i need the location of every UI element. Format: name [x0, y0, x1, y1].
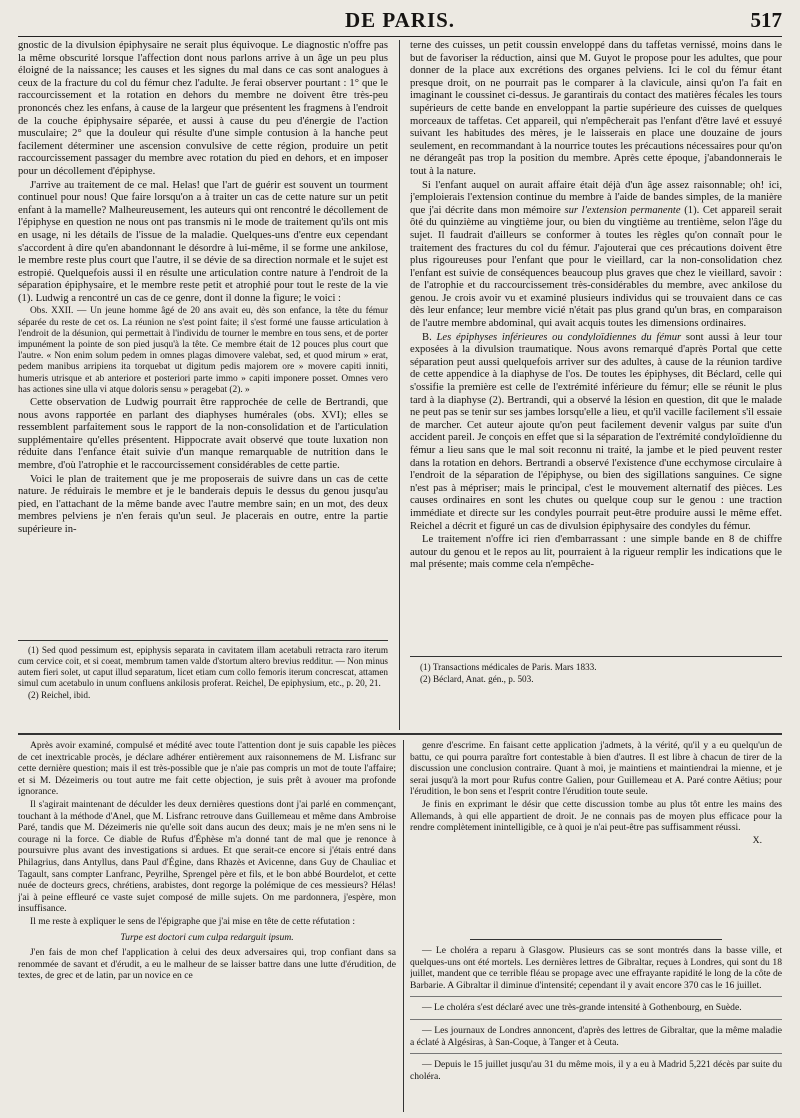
lower-column-divider: [403, 740, 404, 1112]
news-item: [410, 1059, 782, 1087]
section-b-label: B.: [422, 331, 432, 343]
epigraph: Turpe est doctori cum culpa redarguit ipsum.: [120, 931, 294, 943]
signature: X.: [752, 834, 762, 846]
right-column: [410, 40, 782, 652]
news-item: [410, 1025, 782, 1054]
right-paragraph-2: [410, 180, 782, 331]
left-paragraph-2: J'arrive au traitement de ce mal. Helas! que l'art de guérir est souvent un tourment continuel pour nous! Que faire lorsqu'on a à traiter un cas de cette nature sur un petit enfant à la mamelle? Malheureusement, les auteurs qui ont rencontré le décollement de l'épiphyse en question ne nous ont pas transmis ni le mode de traitement qu'ils ont mis en usage, ni les détails de l'issue de la maladie. Quelques-uns d'entre eux cependant s'accordent à dire qu'en abandonnant le désordre à lui-même, il se forme une ankilose, le membre reste plus court que l'autre, il se dévie de sa direction normale et le sujet est estropié. Quelquefois aussi il en résulte une articulation contre nature à l'endroit de la séparation épiphysaire, et le membre reste petit et atrophié pour tout le reste de la vie (1). Ludwig a rencontré un cas de ce genre, dont il donne la figure; le voici :: [18, 179, 388, 304]
left-footnote-rule: [18, 640, 388, 641]
news-item: [410, 1002, 782, 1020]
news-item-text: — Depuis le 15 juillet jusqu'au 31 du même mois, il y a eu à Madrid 5,221 décès par suite du choléra.: [410, 1059, 782, 1082]
left-footnote-1: (1) Sed quod pessimum est, epiphysis separata in cavitatem illam acetabuli retracta raro iterum cum cervice coit, et si coeat, membrum tamen valde d'stortum altero brevius redditur. — Non minus autem fieri solet, ut caput illud separatum, licet etiam cum collo femoris iterum concrescat, attamen simul cum acetabulo in unum confluens ankilosis proferat. Reichel, De epiphysium, etc., p. 20, 21.: [18, 645, 388, 688]
page-number: 517: [750, 8, 782, 32]
masthead-title: DE PARIS.: [344, 8, 456, 32]
lower-right-column: [410, 740, 782, 920]
news-item-text: — Les journaux de Londres annoncent, d'après des lettres de Gibraltar, que la même maladie a éclaté à Algésiras, à San-Coque, à Tanger et à Ceuta.: [410, 1024, 782, 1048]
left-paragraph-3: Cette observation de Ludwig pourrait être rapprochée de celle de Bertrandi, que nous avons rapportée en parlant des diaphyses humérales (obs. XVI); elles se ressemblent parfaitement sous le rapport de la non-consolidation et de l'articulation supplémentaire qu'elles présentent. Hippocrate avait observé que toute luxation non réduite dans l'enfance était suivie d'un manque remarquable de nutrition dans le membre, d'où l'atrophie et le raccourcissement considérables de cette partie.: [18, 397, 388, 472]
news-item-text: — Le choléra s'est déclaré avec une très-grande intensité à Gothenbourg, en Suède.: [422, 1002, 742, 1014]
lower-right-paragraph-2: Je finis en exprimant le désir que cette discussion tombe au plus tôt entre les mains des Allemands, à qui elle appartient de droit. Je ne connais pas de moyen plus efficace pour la rendre complètement inintelligible, ce à quoi je n'ai peut-être pas suffisamment réussi.: [410, 798, 782, 834]
right-paragraph-2-cont: (1). Cet appareil serait ôté du quinzième au vingtième jour, ou bien du vingtième au trentième, selon l'âge du sujet. Il faudrait d'ailleurs se conformer à toutes les règles qu'on connaît pour le traitement des fractures du col du fémur. J'ajouterai que ces précautions doivent être plus rigoureuses pour l'enfant que pour le vieillard, car la non-consolidation chez l'enfant est suivie de conséquences beaucoup plus graves que chez le vieillard, savoir : de l'atrophie et du raccourcissement très-considérables du membre, avec ankilose du genou. Je crois avoir vu et examiné plusieurs individus qui se trouvaient dans ce cas dès leur enfance; leur membre vicié n'était pas plus grand qu'un bras, en comparaison de l'autre membre abdominal, qui avait acquis toutes les dimensions ordinaires.: [410, 204, 782, 330]
column-divider: [399, 40, 400, 730]
lower-left-paragraph-3: Il me reste à expliquer le sens de l'épigraphe que j'ai mise en tête de cette réfutation :: [30, 915, 355, 927]
news-rule: [470, 939, 722, 940]
right-footnotes: [410, 662, 782, 702]
right-paragraph-2-text: Si l'enfant auquel on aurait affaire était déjà d'un âge assez raisonnable; oh! ici, j'emploierais l'extension continue du membre à l'aide de bandes simples, de la manière que j'ai décrite dans mon mémoire: [410, 179, 782, 216]
section-rule: [18, 733, 782, 735]
news-item-text: — Le choléra a reparu à Glasgow. Plusieurs cas se sont montrés dans la basse ville, et quelques-uns ont été mortels. Les dernières lettres de Gibraltar, reçues à Londres, qui sont du 18 juillet, mandent que ce terrible fléau se propage avec une effrayante rapidité le long de la côte de Barbarie. A Gibraltar il diminue d'intensité; cependant il y avait encore 370 cas le 16 juillet.: [410, 945, 782, 991]
lower-left-paragraph-4: J'en fais de mon chef l'application à celui des deux adversaires qui, trop confiant dans sa renommée de savant et d'érudit, a eu le malheur de se laisser battre dans une lutte d'érudition, de textes, de grec et de latin, par un novice en ce: [18, 947, 396, 982]
left-footnote-2: (2) Reichel, ibid.: [28, 690, 91, 700]
lower-left-column: [18, 740, 396, 1112]
news-section: [410, 935, 782, 1113]
section-b-title: Les épiphyses inférieures ou condyloïdiennes du fémur: [436, 331, 682, 343]
right-footnote-2: (2) Béclard, Anat. gén., p. 503.: [420, 674, 534, 684]
memoir-title: sur l'extension permanente: [564, 204, 681, 216]
right-paragraph-1: terne des cuisses, un petit coussin enveloppé dans du taffetas vernissé, moins dans le but de favoriser la réduction, ainsi que M. Guyot le propose pour les adultes, que pour donner de la place aux excrétions des organes pelviens. Ici le col du fémur étant presque droit, on ne pourrait pas le comparer à la clavicule, ainsi qu'on l'a fait en imaginant le coussinet ci-dessus. Je garantirais du contact des matières fécales les tours supérieurs de cette bande en enveloppant la partie supérieure des cuisses de quelques morceaux de taffetas. Cet appareil, qui n'empêcherait pas l'enfant d'être lavé et essuyé suivant les habitudes des mères, je le laisserais en place une douzaine de jours seulement, en recommandant à la nourrice toutes les précautions nécessaires pour qu'on ne dérangeât pas trop la position du membre. Après cette époque, j'abandonnerais le tout à la nature.: [410, 40, 782, 177]
right-footnote-rule: [410, 656, 782, 657]
right-footnote-1: (1) Transactions médicales de Paris. Mars 1833.: [420, 662, 597, 672]
masthead: [18, 8, 782, 37]
lower-left-paragraph-1: Après avoir examiné, compulsé et médité avec toute l'attention dont je suis capable les pièces de cet inextricable procès, je déclare adhérer entièrement aux raisonnemens de M. Lisfranc sur cette dernière question; mais il est très-possible que je n'aie pas compris un mot de toute l'affaire; et si M. Dézeimeris ou tout autre me fait cette objection, je suis prêt à avouer ma profonde ignorance.: [18, 740, 396, 798]
lower-left-paragraph-2: Il s'agirait maintenant de déculder les deux dernières questions dont j'ai parlé en commençant, touchant à la méthode d'Anel, que M. Lisfranc retrouve dans Guillemeau et même dans Ambroise Paré, tandis que M. Dézeimeris nie qu'elle soit dans aucun des deux; mais je ne m'en sens ni le courage ni la force. Ce diable de Rufus d'Éphèse m'a donné tant de mal que je renonce à poursuivre plus avant des investigations si ardues. Et que serait-ce encore si j'étais entré dans Philagrius, dans Antyllus, dans Paul d'Égine, dans Rhazès et Avicenne, dans Guy de Chauliac et Tagault, sans compter Lanfranc, Peyrilhe, Sprengel père et fils, et le bon abbé Bourdelot, et cette nuée de docteurs grecs, chrétiens, arabistes, dont regorge la polémique de ces messieurs? Hélas! j'ai à peine effleuré ce vaste sujet composé de mille sujets. On me pardonnera, j'espère, mon insuffisance.: [18, 798, 396, 915]
left-footnotes: [18, 645, 388, 725]
lower-right-paragraph-1: genre d'escrime. En faisant cette application j'admets, à la vérité, qu'il y a eu quelqu'un de battu, ce qui pourra paraître fort contestable à bien d'autres. Il est libre à chacun de tirer de la discussion une conclusion contraire. Quant à moi, je maintiens et maintiendrai la mienne, et je serai jusqu'à la mort pour Rufus contre Galien, pour Guillemeau et A. Paré contre Aëtius; pour l'érudition, le bon sens et l'esprit contre l'érudition toute seule.: [410, 740, 782, 798]
section-b-text: sont aussi à leur tour exposées à la divulsion traumatique. Nous avons remarqué d'après Portal que cette séparation peut aussi quelquefois arriver sur des adultes, à cause de la réunion tardive de cette appendice à la diaphyse de l'os. De toutes les épiphyses, dit Béclard, celle qui s'ossifie la première est celle de l'extrémité inférieure du fémur; elle se réunit le plus tard à la diaphyse (2). Bertrandi, qui a observé la lésion en question, dit que le malade ne peut pas se tenir sur ses jambes lorsqu'elle a lieu, et qu'il vacille facilement s'il essaie de marcher. Cet auteur ajoute qu'on peut facilement devenir valgus par suite d'un accident pareil. Je conçois en effet que si la séparation de l'extrémité condyloïdienne du fémur a lieu sans que le mal soit reconnu ni traité, la jambe et le pied peuvent rester dans la rotation en dehors. Bertrandi a observé l'existence d'une ecchymose circulaire à l'endroit de la séparation de l'épiphyse, ou bien des sigillations sanguines. Ce signe n'est pas à mépriser; mais le principal, c'est le mouvement alternatif des pièces. Les causes ordinaires en sont les chutes ou quelque coup sur le genou : une traction immédiate et directe sur les condyles pourrait peut-être produire aussi le même effet. Reichel a décrit et figuré un cas de divulsion épiphysaire des condyles du fémur.: [410, 331, 782, 532]
left-paragraph-1: gnostic de la divulsion épiphysaire ne serait plus équivoque. Le diagnostic n'offre pas la même obscurité lorsque l'affection dont nous parlons arrive à un âge un peu plus éloigné de la naissance; les causes et les signes du mal dans ce cas sont analogues à ceux de la fracture du col du fémur chez l'adulte. Je ferai observer pourtant : 1° que le raccourcissement et la rotation en dehors du membre ne doivent être très-peu prononcés chez les enfans, à cause de la largeur que présentent les fragmens à l'endroit de la couche épiphysaire séparée, et aussi à cause du peu d'énergie de l'action musculaire; 2° que la douleur qui résulte d'une simple contusion à la hanche peut facilement déterminer une ascension convulsive de cette région, produire un petit raccourcissement passager du membre avec rotation du pied en dehors, et en imposer pour un décollement d'épiphyse.: [18, 40, 388, 177]
right-last-paragraph: Le traitement n'offre ici rien d'embarrassant : une simple bande en 8 de chiffre autour du genou et le repos au lit, pourraient à la rigueur remplir les indications que le mal présente; mais comme cela n'empêche-: [410, 534, 782, 571]
left-column: [18, 40, 388, 636]
left-paragraph-4: Voici le plan de traitement que je me proposerais de suivre dans un cas de cette nature. Je réduirais le membre et je le banderais depuis le dessus du genou jusqu'au pied, en l'attachant de la même bande avec l'autre membre sain; en un mot, des deux membres pelviens je n'en ferais qu'un seul. Je placerais en outre, entre la partie supérieure in-: [18, 473, 388, 536]
observation-xxii: Obs. XXII. — Un jeune homme âgé de 20 ans avait eu, dès son enfance, la tête du fémur séparée du reste de cet os. La réunion ne s'est point faite; il s'est formé une fausse articulation à l'endroit de la désunion, qui permettait à l'individu de tourner le membre en tous sens, et de porter impunément la pointe de son pied jusqu'à la tête. Ce membre était de 12 pouces plus court que l'autre. « Non enim solum pedem in omnes plagas dimovere valebat, sed, et quod mirum » erat, pedem manibus arripiens ita torquebat ut digitum pedis majorem ore » movere capiti inniti, humeris utrisque et ab anteriore et posteriori parte immo » capiti imponere posset. Omnes vero has actiones sine ulla vi atque doloris sensu » peragebat (2). »: [18, 306, 388, 395]
news-item: [410, 945, 782, 997]
section-b: [410, 332, 782, 534]
